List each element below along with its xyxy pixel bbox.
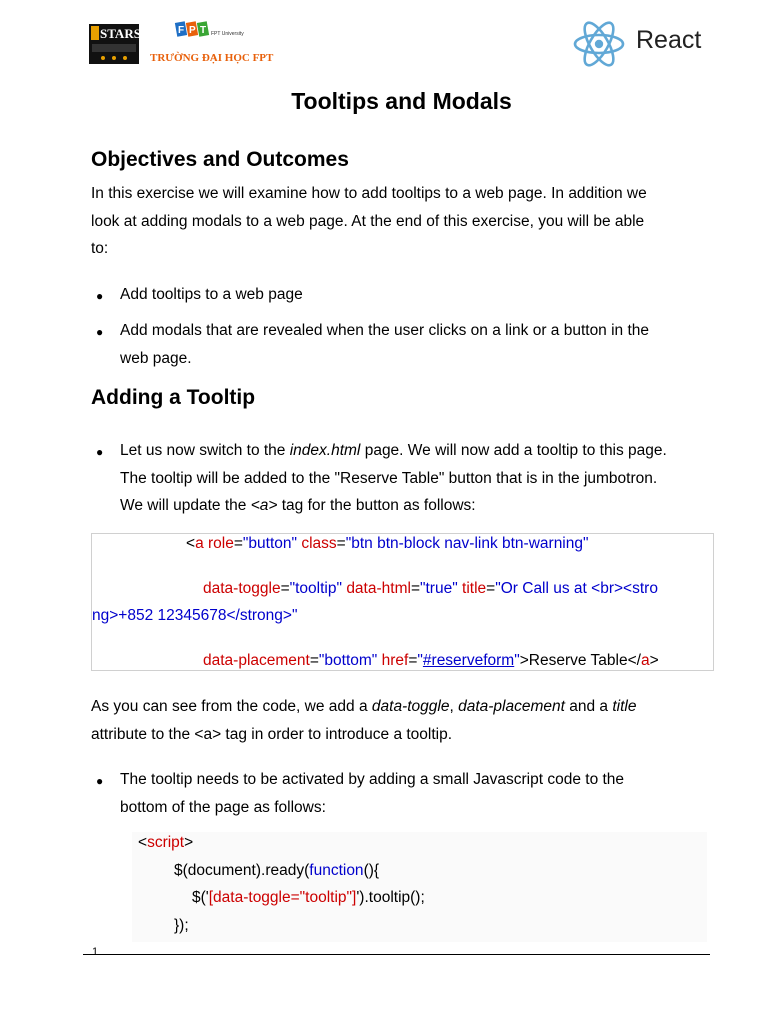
stars-logo bbox=[89, 24, 139, 64]
objective-item-2-line-1: Add modals that are revealed when the user clicks on a link or a button in the bbox=[120, 322, 650, 339]
bullet-icon: ● bbox=[96, 325, 104, 339]
adding-tooltip-heading: Adding a Tooltip bbox=[91, 386, 256, 409]
code-line-1: <a role="button" class="btn btn-block nav-link btn-warning" bbox=[186, 535, 589, 552]
filename-emphasis: index.html bbox=[289, 442, 361, 459]
code-line-2: data-toggle="tooltip" data-html="true" title="Or Call us at <br><stro bbox=[203, 580, 658, 597]
code-block-anchor-tag bbox=[91, 533, 714, 671]
footer-rule bbox=[83, 954, 710, 955]
tooltip-step-2-line-1: The tooltip needs to be activated by adding a small Javascript code to the bbox=[120, 771, 625, 788]
script-line-3: $('[data-toggle="tooltip"]').tooltip(); bbox=[192, 889, 425, 906]
objectives-intro-line-2: look at adding modals to a web page. At the end of this exercise, you will be able bbox=[91, 212, 645, 230]
tooltip-step-1-line-2: The tooltip will be added to the "Reserve Table" button that is in the jumbotron. bbox=[120, 469, 658, 487]
code-block-script bbox=[132, 832, 707, 942]
fpt-university-name: TRƯỜNG ĐẠI HỌC FPT bbox=[150, 52, 274, 64]
objectives-heading: Objectives and Outcomes bbox=[91, 148, 349, 171]
stars-logo-text: STARS bbox=[100, 26, 139, 41]
bullet-icon: ● bbox=[96, 289, 104, 303]
reserveform-link[interactable]: #reserveform bbox=[422, 652, 515, 669]
react-label: React bbox=[636, 26, 702, 54]
fpt-logo-subtext: FPT University bbox=[211, 31, 244, 37]
tooltip-step-2-line-2: bottom of the page as follows: bbox=[120, 798, 326, 816]
objectives-intro-line-3: to: bbox=[91, 240, 109, 257]
script-line-2: $(document).ready(function(){ bbox=[174, 862, 380, 879]
tag-emphasis: <a> bbox=[250, 497, 278, 514]
code-line-3: ng>+852 12345678</strong>" bbox=[92, 607, 298, 624]
svg-text:F: F bbox=[178, 25, 185, 36]
objective-item-1: Add tooltips to a web page bbox=[120, 286, 303, 303]
bullet-icon: ● bbox=[96, 445, 104, 459]
explanation-line-1: As you can see from the code, we add a data-toggle, data-placement and a title bbox=[91, 698, 637, 715]
tooltip-step-1-line-1: Let us now switch to the index.html page. We will now add a tooltip to this page. bbox=[120, 442, 667, 459]
code-line-4: data-placement="bottom" href="#reserveform">Reserve Table</a> bbox=[203, 652, 659, 669]
svg-text:P: P bbox=[189, 25, 196, 36]
objectives-intro-line-1: In this exercise we will examine how to add tooltips to a web page. In addition we bbox=[91, 185, 647, 202]
document-title: Tooltips and Modals bbox=[291, 88, 512, 114]
script-line-4: }); bbox=[174, 917, 189, 934]
explanation-line-2: attribute to the <a> tag in order to introduce a tooltip. bbox=[91, 725, 453, 743]
objective-item-2-line-2: web page. bbox=[120, 349, 192, 367]
tooltip-step-1-line-3: We will update the <a> tag for the button as follows: bbox=[120, 497, 476, 514]
bullet-icon: ● bbox=[96, 774, 104, 788]
page-number: 1 bbox=[92, 946, 99, 958]
svg-text:T: T bbox=[200, 25, 207, 36]
script-line-1: <script> bbox=[138, 834, 194, 851]
react-logo-icon bbox=[573, 20, 625, 68]
